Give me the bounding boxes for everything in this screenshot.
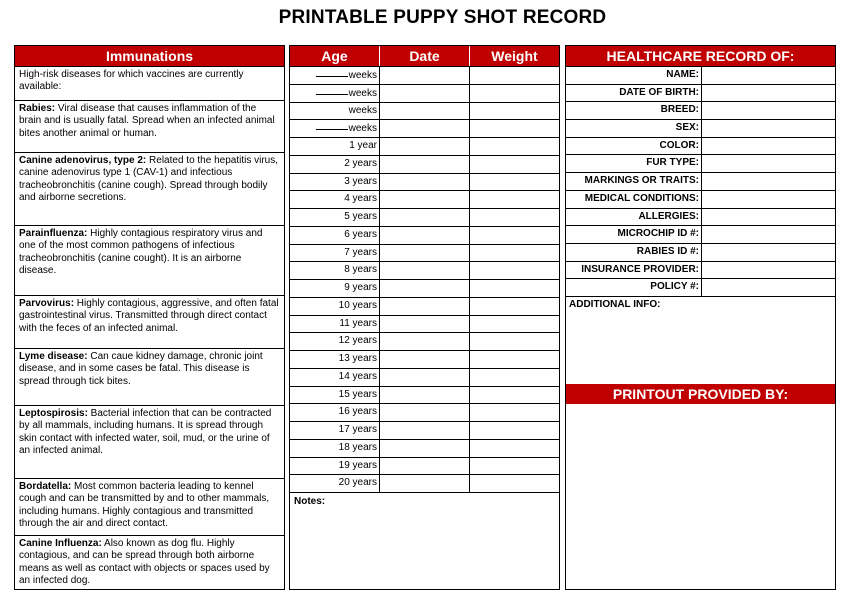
age-label: 10 years (338, 299, 377, 311)
age-cell (290, 475, 380, 492)
age-label: 2 years (344, 157, 377, 169)
disease-description: Most common bacteria leading to kennel cough and can be transmitted by and to other mammals, including humans. Highly contagious and transmitted through the air and direct contact. (19, 481, 270, 530)
weight-cell[interactable] (470, 67, 559, 84)
date-cell[interactable] (380, 245, 470, 262)
table-row (290, 66, 559, 84)
date-cell[interactable] (380, 156, 470, 173)
table-row (290, 208, 559, 226)
healthcare-panel (565, 45, 836, 590)
date-cell[interactable] (380, 298, 470, 315)
immunization-item (15, 295, 284, 348)
age-label: 18 years (338, 441, 377, 453)
table-row (290, 244, 559, 262)
weight-cell[interactable] (470, 262, 559, 279)
date-cell[interactable] (380, 475, 470, 492)
healthcare-field-row (566, 119, 835, 137)
table-row (290, 102, 559, 120)
table-row (290, 386, 559, 404)
age-table-header-row (290, 46, 559, 66)
table-row (290, 137, 559, 155)
field-label: SEX: (566, 120, 702, 137)
field-label: FUR TYPE: (566, 155, 702, 172)
additional-info-label: ADDITIONAL INFO: (569, 298, 661, 310)
age-label: 19 years (338, 459, 377, 471)
field-value[interactable] (702, 279, 835, 296)
table-row (290, 84, 559, 102)
age-cell (290, 351, 380, 368)
healthcare-field-row (566, 137, 835, 155)
age-cell (290, 440, 380, 457)
healthcare-field-row (566, 243, 835, 261)
age-cell (290, 120, 380, 137)
age-label: 20 years (338, 477, 377, 489)
weight-cell[interactable] (470, 174, 559, 191)
table-row (290, 457, 559, 475)
age-label: weeks (348, 87, 377, 99)
date-cell[interactable] (380, 262, 470, 279)
weight-cell[interactable] (470, 422, 559, 439)
table-row (290, 315, 559, 333)
field-value[interactable] (702, 173, 835, 190)
table-row (290, 190, 559, 208)
disease-name: Rabies: (19, 103, 56, 114)
healthcare-field-row (566, 101, 835, 119)
field-label: RABIES ID #: (566, 244, 702, 261)
age-label: 17 years (338, 424, 377, 435)
table-row (290, 332, 559, 350)
weight-cell[interactable] (470, 138, 559, 155)
field-label: INSURANCE PROVIDER: (566, 262, 702, 279)
weight-cell[interactable] (470, 333, 559, 350)
immunization-item (15, 225, 284, 295)
age-label: weeks (348, 70, 377, 81)
age-cell (290, 262, 380, 279)
age-cell (290, 67, 380, 84)
table-row (290, 297, 559, 315)
field-value[interactable] (702, 244, 835, 261)
age-cell (290, 85, 380, 102)
age-label: 7 years (344, 246, 377, 258)
date-cell[interactable] (380, 280, 470, 297)
weight-cell[interactable] (470, 316, 559, 333)
weight-cell[interactable] (470, 298, 559, 315)
weight-cell[interactable] (470, 458, 559, 475)
disease-name: Bordatella: (19, 481, 72, 492)
immunization-item (15, 348, 284, 405)
date-cell[interactable] (380, 422, 470, 439)
field-label: MICROCHIP ID #: (566, 226, 702, 243)
disease-description: Related to the hepatitis virus, canine adenovirus type 1 (CAV-1) and infectious tracheobronchitis (canine cough). Spread through bodily and airborne secretions. (19, 155, 279, 204)
disease-description: Also known as dog flu. Highly contagious, and can be spread through both airborne means as well as contact with objects or spaces used by an infected dog. (19, 538, 270, 587)
field-value[interactable] (702, 191, 835, 208)
age-cell (290, 138, 380, 155)
date-column-header: Date (380, 46, 470, 66)
table-row (290, 155, 559, 173)
date-cell[interactable] (380, 369, 470, 386)
date-cell[interactable] (380, 387, 470, 404)
age-cell (290, 422, 380, 439)
field-label: MEDICAL CONDITIONS: (566, 191, 702, 208)
age-cell (290, 387, 380, 404)
weight-cell[interactable] (470, 103, 559, 120)
table-row (290, 421, 559, 439)
immunization-item (15, 478, 284, 535)
age-label: weeks (348, 123, 377, 135)
table-row (290, 439, 559, 457)
date-cell[interactable] (380, 458, 470, 475)
age-label: 6 years (344, 228, 377, 240)
weight-cell[interactable] (470, 209, 559, 226)
age-cell (290, 333, 380, 350)
healthcare-field-row (566, 66, 835, 84)
date-cell[interactable] (380, 138, 470, 155)
field-label: NAME: (566, 67, 702, 84)
weight-cell[interactable] (470, 245, 559, 262)
healthcare-field-row (566, 208, 835, 226)
age-cell (290, 209, 380, 226)
immunization-item (15, 100, 284, 152)
field-label: ALLERGIES: (566, 209, 702, 226)
age-cell (290, 103, 380, 120)
field-label: POLICY #: (566, 279, 702, 296)
age-cell (290, 156, 380, 173)
age-label: 16 years (338, 406, 377, 418)
age-label: 1 year (349, 140, 377, 151)
disease-name: Parvovirus: (19, 298, 75, 309)
weight-cell[interactable] (470, 227, 559, 244)
table-row (290, 474, 559, 492)
table-row (290, 173, 559, 191)
age-cell (290, 316, 380, 333)
page-title: PRINTABLE PUPPY SHOT RECORD (278, 7, 607, 28)
field-value[interactable] (702, 102, 835, 119)
fill-in-blank[interactable] (316, 120, 348, 130)
age-label: 3 years (344, 175, 377, 187)
field-label: COLOR: (566, 138, 702, 155)
age-label: weeks (348, 104, 377, 116)
weight-cell[interactable] (470, 85, 559, 102)
date-cell[interactable] (380, 316, 470, 333)
age-table-panel (289, 45, 560, 590)
printout-header: PRINTOUT PROVIDED BY: (566, 384, 835, 404)
date-cell[interactable] (380, 120, 470, 137)
immunizations-panel (14, 45, 285, 590)
table-row (290, 350, 559, 368)
immunization-item (15, 535, 284, 590)
age-cell (290, 227, 380, 244)
healthcare-field-row (566, 154, 835, 172)
field-value[interactable] (702, 120, 835, 137)
age-cell (290, 404, 380, 421)
disease-name: Canine adenovirus, type 2: (19, 155, 147, 166)
weight-column-header: Weight (491, 48, 538, 64)
table-row (290, 368, 559, 386)
healthcare-field-row (566, 190, 835, 208)
weight-cell[interactable] (470, 351, 559, 368)
fill-in-blank[interactable] (316, 67, 348, 77)
age-label: 5 years (344, 211, 377, 222)
date-cell[interactable] (380, 103, 470, 120)
field-value[interactable] (702, 67, 835, 84)
field-value[interactable] (702, 226, 835, 243)
weight-cell[interactable] (470, 475, 559, 492)
date-cell[interactable] (380, 440, 470, 457)
age-label: 9 years (344, 282, 377, 293)
disease-name: Leptospirosis: (19, 408, 88, 419)
field-label: MARKINGS OR TRAITS: (566, 173, 702, 190)
table-row (290, 403, 559, 421)
field-value[interactable] (702, 155, 835, 172)
weight-cell[interactable] (470, 280, 559, 297)
table-row (290, 119, 559, 137)
weight-cell[interactable] (470, 120, 559, 137)
weight-cell[interactable] (470, 440, 559, 457)
healthcare-header: HEALTHCARE RECORD OF: (566, 46, 835, 66)
field-label: BREED: (566, 102, 702, 119)
healthcare-field-row (566, 172, 835, 190)
disease-name: Canine Influenza: (19, 538, 102, 549)
age-label: 11 years (339, 317, 377, 329)
weight-cell[interactable] (470, 369, 559, 386)
disease-description: Highly contagious, aggressive, and often fatal gastrointestinal virus. Transmitted through direct contact with the feces of an infected animal. (19, 298, 279, 334)
date-cell[interactable] (380, 209, 470, 226)
age-cell (290, 298, 380, 315)
fill-in-blank[interactable] (316, 85, 348, 95)
field-label: DATE OF BIRTH: (566, 85, 702, 102)
field-value[interactable] (702, 209, 835, 226)
weight-cell[interactable] (470, 387, 559, 404)
age-cell (290, 369, 380, 386)
weight-cell[interactable] (470, 191, 559, 208)
age-column-header: Age (290, 46, 380, 66)
age-cell (290, 191, 380, 208)
healthcare-field-row (566, 84, 835, 102)
immunization-item (15, 405, 284, 478)
disease-description: Can caue kidney damage, chronic joint disease, and in some cases be fatal. This disease is spread through tick bites. (19, 351, 263, 387)
date-cell[interactable] (380, 351, 470, 368)
table-row (290, 279, 559, 297)
disease-description: Highly contagious respiratory virus and one of the most common pathogens of infectious tracheobronchitis (canine cought). It is an airborne disease. (19, 228, 263, 277)
age-label: 13 years (338, 353, 377, 364)
age-cell (290, 280, 380, 297)
age-cell (290, 174, 380, 191)
date-cell[interactable] (380, 85, 470, 102)
field-value[interactable] (702, 138, 835, 155)
age-label: 12 years (338, 335, 377, 347)
healthcare-field-row (566, 261, 835, 279)
healthcare-field-row (566, 225, 835, 243)
date-cell[interactable] (380, 227, 470, 244)
immunization-item (15, 152, 284, 225)
disease-description: Viral disease that causes inflammation of the brain and is usually fatal. Spread when an infected animal bites another animal or human. (19, 103, 275, 139)
immunizations-intro: High-risk diseases for which vaccines are currently available: (15, 66, 284, 100)
date-cell[interactable] (380, 174, 470, 191)
immunizations-header: Immunations (15, 46, 284, 66)
disease-name: Lyme disease: (19, 351, 88, 362)
field-value[interactable] (702, 262, 835, 279)
table-row (290, 226, 559, 244)
table-row (290, 261, 559, 279)
age-label: 15 years (338, 388, 377, 400)
weight-cell[interactable] (470, 156, 559, 173)
date-cell[interactable] (380, 67, 470, 84)
age-label: 8 years (344, 264, 377, 276)
weight-cell[interactable] (470, 404, 559, 421)
additional-info[interactable] (566, 296, 835, 384)
age-cell (290, 458, 380, 475)
disease-description: Bacterial infection that can be contracted by all mammals, including humans. It is spread through skin contact with infected water, soil, mud, or the urine of an infected animal. (19, 408, 272, 457)
date-cell[interactable] (380, 191, 470, 208)
date-cell[interactable] (380, 333, 470, 350)
age-label: 4 years (344, 193, 377, 205)
date-cell[interactable] (380, 404, 470, 421)
age-label: 14 years (338, 370, 377, 382)
age-cell (290, 245, 380, 262)
notes-label: Notes: (290, 492, 559, 510)
healthcare-field-row (566, 278, 835, 296)
field-value[interactable] (702, 85, 835, 102)
disease-name: Parainfluenza: (19, 228, 88, 239)
